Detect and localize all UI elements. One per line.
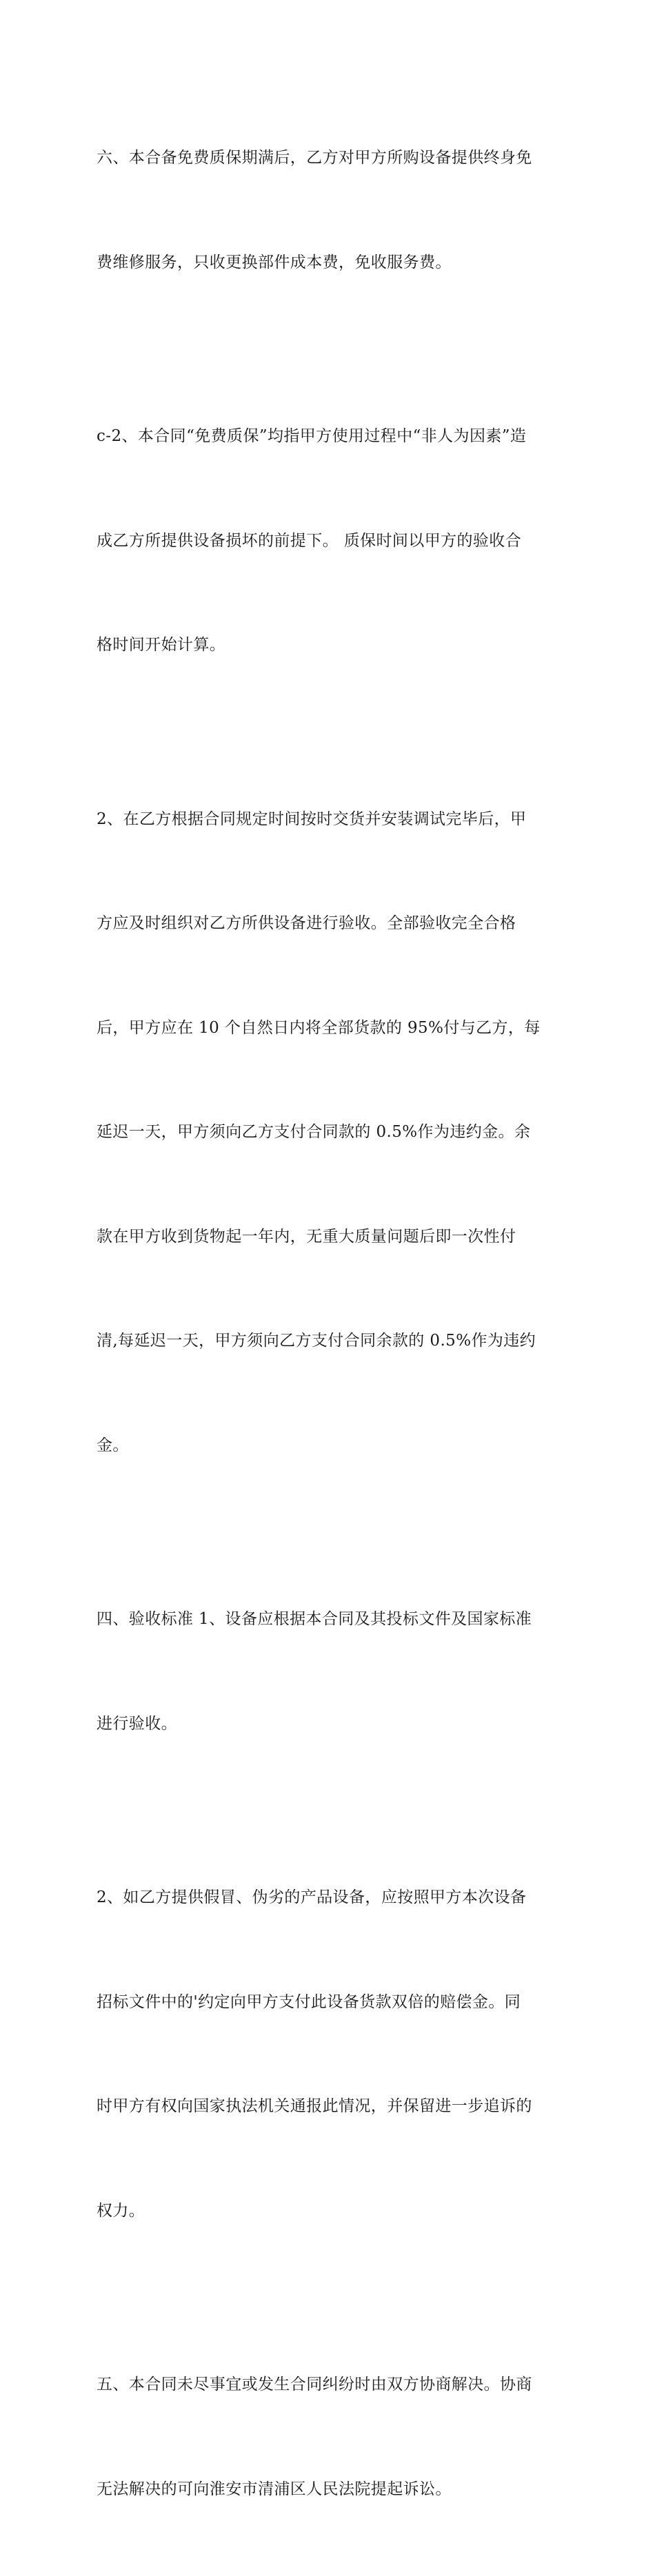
paragraph-counterfeit-penalty	[97, 1811, 560, 2298]
text-line: 无法解决的可向淮安市清浦区人民法院提起诉讼。	[97, 2480, 452, 2498]
text-line: 招标文件中的'约定向甲方支付此设备货款双倍的赔偿金。同	[97, 1992, 521, 2011]
text-line: 金。	[97, 1436, 129, 1454]
text-line: c-2、本合同“免费质保”均指甲方使用过程中“非人为因素”造	[97, 427, 527, 445]
text-line: 六、本合备免费质保期满后，乙方对甲方所购设备提供终身免	[97, 149, 532, 167]
document-body	[97, 71, 560, 2576]
text-line: 方应及时组织对乙方所供设备进行验收。全部验收完全合格	[97, 914, 516, 932]
paragraph-payment-terms	[97, 732, 560, 1533]
paragraph-warranty-definition	[97, 349, 560, 732]
text-line: 成乙方所提供设备损坏的前提下。 质保时间以甲方的验收合	[97, 531, 522, 550]
text-line: 四、验收标准 1、设备应根据本合同及其投标文件及国家标准	[97, 1610, 532, 1628]
text-line: 时甲方有权向国家执法机关通报此情况，并保留进一步追诉的	[97, 2097, 532, 2115]
text-line: 进行验收。	[97, 1714, 177, 1733]
text-line: 费维修服务，只收更换部件成本费，免收服务费。	[97, 253, 452, 271]
text-line: 2、如乙方提供假冒、伪劣的产品设备，应按照甲方本次设备	[97, 1888, 527, 1906]
text-line: 款在甲方收到货物起一年内，无重大质量问题后即一次性付	[97, 1227, 516, 1246]
text-line: 后，甲方应在 10 个自然日内将全部货款的 95%付与乙方，每	[97, 1018, 541, 1037]
text-line: 权力。	[97, 2201, 145, 2220]
text-line: 2、在乙方根据合同规定时间按时交货并安装调试完毕后，甲	[97, 810, 527, 828]
text-line: 延迟一天，甲方须向乙方支付合同款的 0.5%作为违约金。余	[97, 1123, 531, 1141]
text-line: 格时间开始计算。	[97, 636, 226, 654]
paragraph-warranty-lifetime	[97, 71, 560, 349]
text-line: 五、本合同未尽事宜或发生合同纠纷时由双方协商解决。协商	[97, 2376, 532, 2393]
text-line: 清,每延迟一天，甲方须向乙方支付合同余款的 0.5%作为违约	[97, 1332, 536, 1350]
paragraph-dispute-resolution	[97, 2298, 560, 2576]
paragraph-acceptance-standard	[97, 1532, 560, 1811]
